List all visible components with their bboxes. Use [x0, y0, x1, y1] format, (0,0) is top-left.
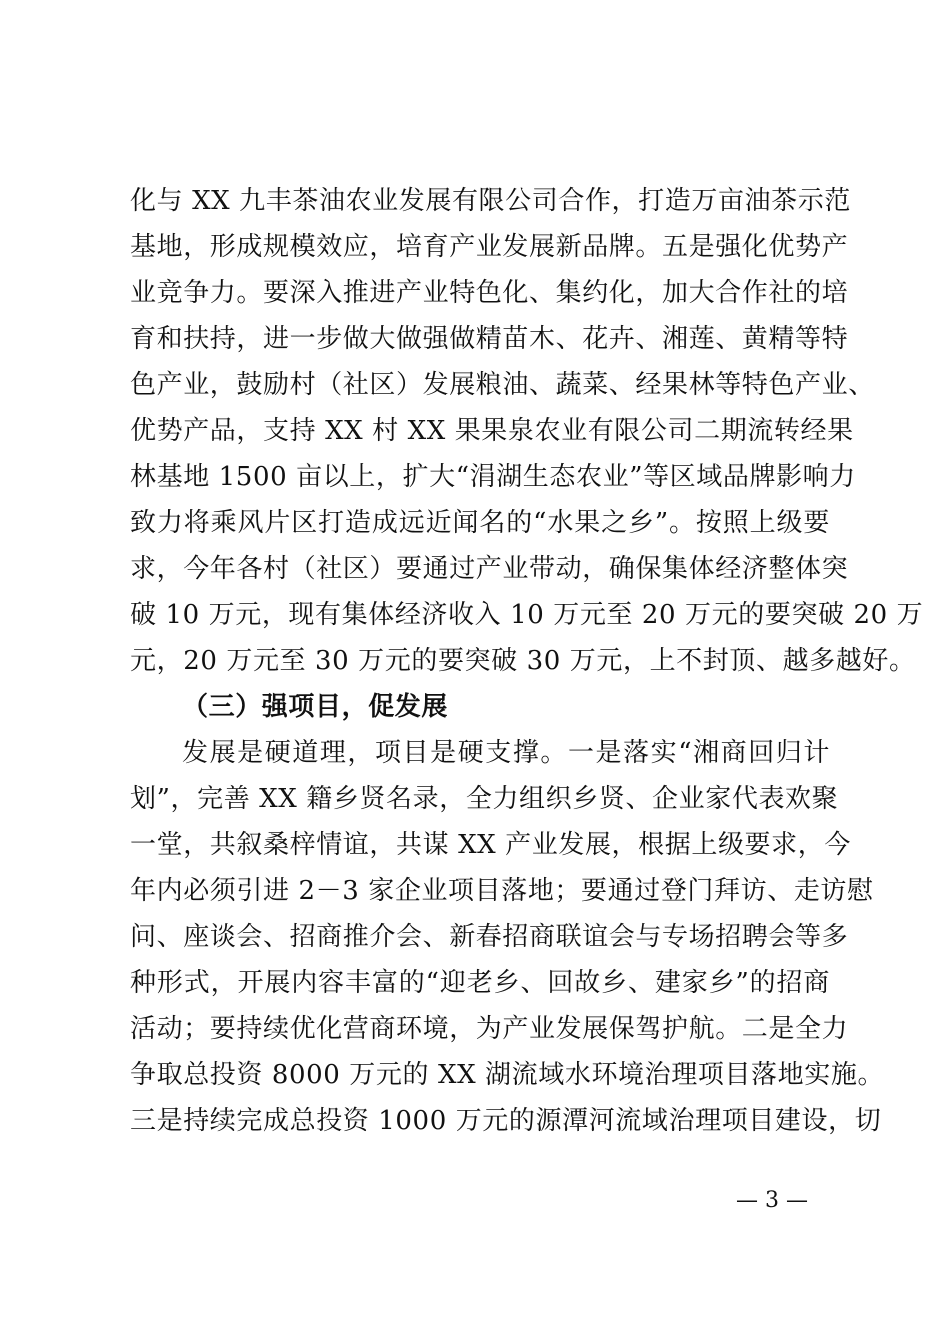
text-line: 育和扶持，进一步做大做强做精苗木、花卉、湘莲、黄精等特 [130, 324, 849, 354]
text-line: 年内必须引进 2－3 家企业项目落地；要通过登门拜访、走访慰 [130, 876, 874, 906]
text-line: 元，20 万元至 30 万元的要突破 30 万元，上不封顶、越多越好。 [130, 646, 916, 676]
text-line: 种形式，开展内容丰富的“迎老乡、回故乡、建家乡”的招商 [130, 968, 830, 998]
paragraph-first-line: 发展是硬道理，项目是硬支撑。一是落实“湘商回归计 [182, 738, 830, 768]
text-line: 林基地 1500 亩以上，扩大“涓湖生态农业”等区域品牌影响力 [130, 462, 856, 492]
text-line: 致力将乘风片区打造成远近闻名的“水果之乡”。按照上级要 [130, 508, 830, 538]
text-line: 色产业，鼓励村（社区）发展粮油、蔬菜、经果林等特色产业、 [130, 370, 875, 400]
section-heading: （三）强项目，促发展 [182, 692, 449, 722]
text-line: 破 10 万元，现有集体经济收入 10 万元至 20 万元的要突破 20 万 [130, 600, 924, 630]
page-number: — 3 — [736, 1188, 808, 1213]
text-line: 业竞争力。要深入推进产业特色化、集约化，加大合作社的培 [130, 278, 849, 308]
text-line: 优势产品，支持 XX 村 XX 果果泉农业有限公司二期流转经果 [130, 416, 854, 446]
text-line: 争取总投资 8000 万元的 XX 湖流域水环境治理项目落地实施。 [130, 1060, 885, 1090]
text-line: 基地，形成规模效应，培育产业发展新品牌。五是强化优势产 [130, 232, 849, 262]
text-line: 问、座谈会、招商推介会、新春招商联谊会与专场招聘会等多 [130, 922, 849, 952]
text-line: 化与 XX 九丰茶油农业发展有限公司合作，打造万亩油茶示范 [130, 186, 851, 216]
text-line: 求，今年各村（社区）要通过产业带动，确保集体经济整体突 [130, 554, 849, 584]
document-body [130, 178, 924, 1144]
text-line: 三是持续完成总投资 1000 万元的源潭河流域治理项目建设，切 [130, 1106, 882, 1136]
text-line: 活动；要持续优化营商环境，为产业发展保驾护航。二是全力 [130, 1014, 849, 1044]
text-line: 一堂，共叙桑梓情谊，共谋 XX 产业发展，根据上级要求，今 [130, 830, 851, 860]
text-line: 划”，完善 XX 籍乡贤名录，全力组织乡贤、企业家代表欢聚 [130, 784, 839, 814]
